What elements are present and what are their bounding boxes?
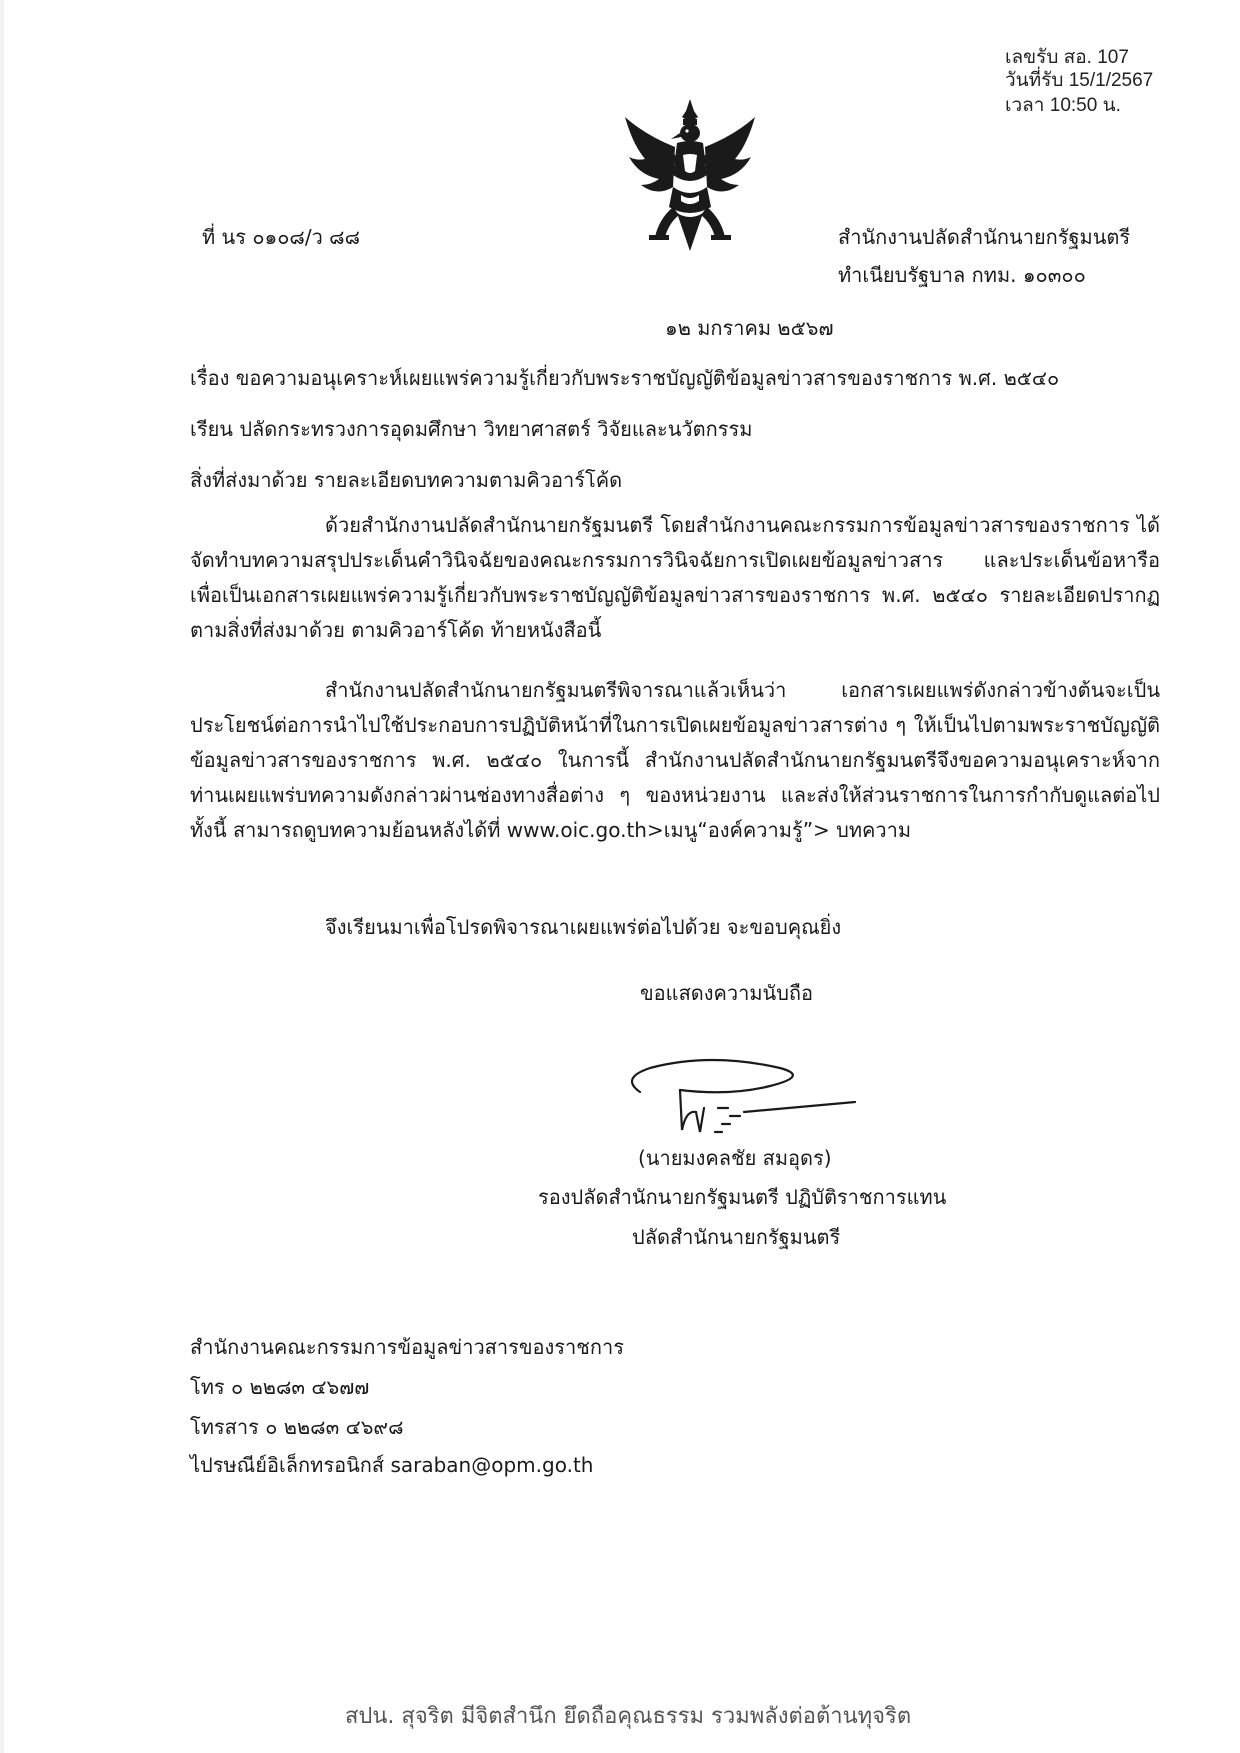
recipient-line: เรียน ปลัดกระทรวงการอุดมศึกษา วิทยาศาสตร์ วิจัยและนวัตกรรม — [190, 417, 753, 441]
signatory-title: ปลัดสำนักนายกรัฐมนตรี — [632, 1225, 841, 1249]
closing-sentence: จึงเรียนมาเพื่อโปรดพิจารณาเผยแพร่ต่อไปด้วย จะขอบคุณยิ่ง — [325, 915, 842, 939]
regards: ขอแสดงความนับถือ — [640, 981, 814, 1005]
signature-icon — [610, 1050, 870, 1145]
subject-line: เรื่อง ขอความอนุเคราะห์เผยแพร่ความรู้เกี่ยวกับพระราชบัญญัติข้อมูลข่าวสารของราชการ พ.ศ. ๒๕๔๐ — [190, 366, 1060, 390]
signatory-name: (นายมงคลชัย สมอุดร) — [638, 1146, 832, 1170]
paragraph-text: สำนักงานปลัดสำนักนายกรัฐมนตรีพิจารณาแล้วเห็นว่า เอกสารเผยแพร่ดังกล่าวข้างต้นจะเป็นประโยชน์ต่อการนำไปใช้ประกอบการปฏิบัติหน้าที่ในการเปิดเผยข้อมูลข่าวสารต่าง ๆ ให้เป็นไปตามพระราชบัญญัติข้อมูลข่าวสารของราชการ พ.ศ. ๒๕๔๐ ในการนี้ สำนักงานปลัดสำนักนายกรัฐมนตรีจึงขอความอนุเคราะห์จากท่านเผยแพร่บทความดังกล่าวผ่านช่องทางสื่อต่าง ๆ ของหน่วยงาน และส่งให้ส่วนราชการในการกำกับดูแลต่อไป ทั้งนี้ สามารถดูบทความย้อนหลังได้ที่ www.oic.go.th>เมนู“องค์ความรู้”> บทความ — [190, 678, 1160, 842]
letter-date: ๑๒ มกราคม ๒๕๖๗ — [665, 316, 834, 340]
contact-phone: โทร ๐ ๒๒๘๓ ๔๖๗๗ — [190, 1375, 370, 1399]
receipt-number: เลขรับ สอ. 107 — [1005, 47, 1129, 68]
issuing-office: สำนักงานปลัดสำนักนายกรัฐมนตรี — [838, 225, 1131, 249]
issuing-address: ทำเนียบรัฐบาล กทม. ๑๐๓๐๐ — [838, 263, 1086, 287]
body-paragraph-2 — [190, 673, 1160, 848]
receipt-time: เวลา 10:50 น. — [1005, 95, 1121, 116]
scan-edge — [0, 0, 4, 1753]
paragraph-text: ด้วยสำนักงานปลัดสำนักนายกรัฐมนตรี โดยสำนักงานคณะกรรมการข้อมูลข่าวสารของราชการ ได้จัดทำบทความสรุปประเด็นคำวินิจฉัยของคณะกรรมการวินิจฉัยการเปิดเผยข้อมูลข่าวสาร และประเด็นข้อหารือ เพื่อเป็นเอกสารเผยแพร่ความรู้เกี่ยวกับพระราชบัญญัติข้อมูลข่าวสารของราชการ พ.ศ. ๒๕๔๐ รายละเอียดปรากฏตามสิ่งที่ส่งมาด้วย ตามคิวอาร์โค้ด ท้ายหนังสือนี้ — [190, 513, 1160, 642]
contact-email: ไปรษณีย์อิเล็กทรอนิกส์ saraban@opm.go.th — [190, 1453, 594, 1477]
receipt-date: วันที่รับ 15/1/2567 — [1005, 70, 1154, 91]
contact-office: สำนักงานคณะกรรมการข้อมูลข่าวสารของราชการ — [190, 1335, 624, 1359]
contact-fax: โทรสาร ๐ ๒๒๘๓ ๔๖๙๘ — [190, 1415, 404, 1439]
body-paragraph-1 — [190, 508, 1160, 648]
signatory-position: รองปลัดสำนักนายกรัฐมนตรี ปฏิบัติราชการแทน — [538, 1185, 947, 1209]
reference-number: ที่ นร ๐๑๐๘/ว ๘๘ — [202, 225, 361, 249]
enclosure-line: สิ่งที่ส่งมาด้วย รายละเอียดบทความตามคิวอาร์โค้ด — [190, 468, 623, 492]
garuda-emblem-icon — [615, 95, 765, 255]
footer-slogan: สปน. สุจริต มีจิตสำนึก ยึดถือคุณธรรม รวมพลังต่อต้านทุจริต — [345, 1704, 912, 1729]
